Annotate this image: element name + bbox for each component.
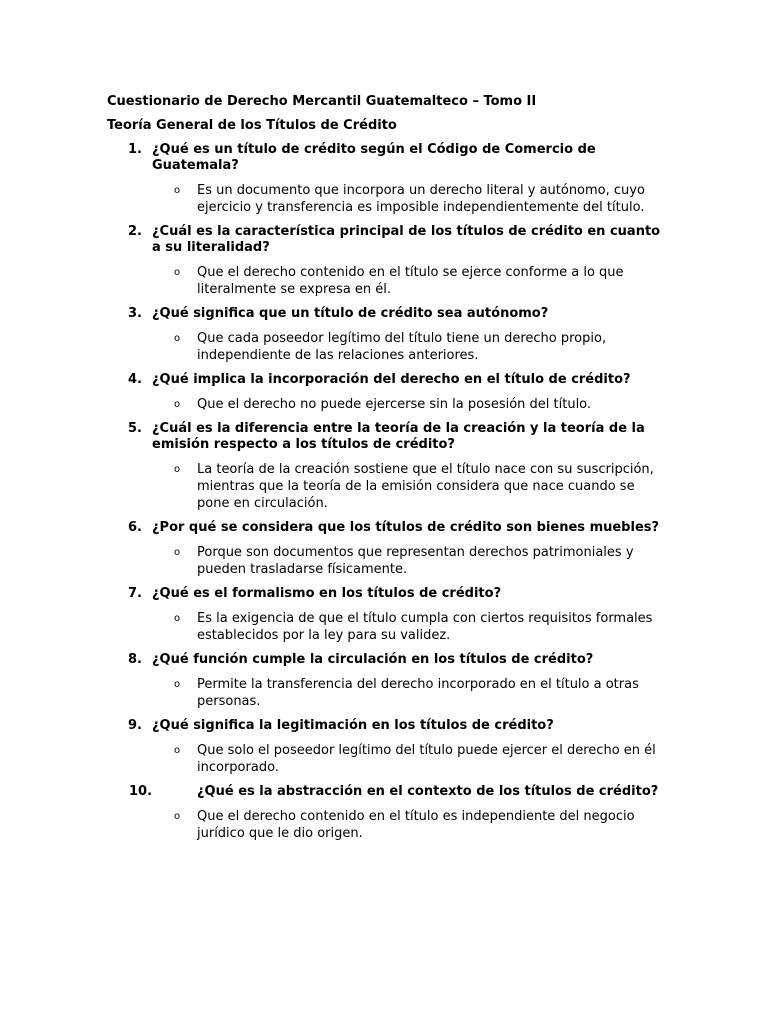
- question-text: 1. ¿Qué es un título de crédito según el Código de Comercio de Guatemala?: [128, 142, 596, 173]
- list-item: [107, 784, 664, 842]
- question-text: 7. ¿Qué es el formalismo en los títulos de crédito?: [128, 586, 502, 601]
- answer-text: o Que cada poseedor legítimo del título tiene un derecho propio, independiente de las relaciones anteriores.: [174, 331, 607, 363]
- question-text: 6. ¿Por qué se considera que los títulos de crédito son bienes muebles?: [128, 520, 660, 535]
- question-number: 2.: [128, 224, 142, 239]
- question-number: 5.: [128, 421, 142, 436]
- list-item: [107, 306, 664, 364]
- question-text: 8. ¿Qué función cumple la circulación en los títulos de crédito?: [128, 652, 594, 667]
- question-number: 1.: [128, 142, 142, 157]
- question-number: 3.: [128, 306, 142, 321]
- list-item: [107, 372, 664, 413]
- answer-text: o Porque son documentos que representan derechos patrimoniales y pueden trasladarse físicamente.: [174, 545, 634, 577]
- bullet-icon: o: [174, 745, 181, 756]
- bullet-icon: o: [174, 185, 181, 196]
- question-number: 10.: [129, 784, 153, 799]
- section-title: Teoría General de los Títulos de Crédito: [107, 118, 397, 133]
- bullet-icon: o: [174, 613, 181, 624]
- list-item: [107, 142, 664, 216]
- bullet-icon: o: [174, 679, 181, 690]
- document-title: Cuestionario de Derecho Mercantil Guatemalteco – Tomo II: [107, 94, 537, 109]
- question-number: 6.: [128, 520, 142, 535]
- question-number: 8.: [128, 652, 142, 667]
- question-number: 9.: [128, 718, 142, 733]
- answer-text: o La teoría de la creación sostiene que el título nace con su suscripción, mientras que la teoría de la emisión considera que nace cuando se pone en circulación.: [174, 462, 654, 511]
- list-item: [107, 586, 664, 644]
- list-item: [107, 224, 664, 298]
- list-item: [107, 718, 664, 776]
- question-text: 4. ¿Qué implica la incorporación del derecho en el título de crédito?: [128, 372, 631, 387]
- answer-text: o Permite la transferencia del derecho incorporado en el título a otras personas.: [174, 677, 639, 709]
- bullet-icon: o: [174, 811, 181, 822]
- list-item: [107, 421, 664, 512]
- answer-text: o Que el derecho no puede ejercerse sin la posesión del título.: [174, 397, 592, 412]
- question-list: [107, 142, 664, 842]
- question-number: 4.: [128, 372, 142, 387]
- bullet-icon: o: [174, 333, 181, 344]
- answer-text: o Es la exigencia de que el título cumpla con ciertos requisitos formales establecidos por la ley para su validez.: [174, 611, 653, 643]
- bullet-icon: o: [174, 267, 181, 278]
- answer-text: o Es un documento que incorpora un derecho literal y autónomo, cuyo ejercicio y transferencia es imposible independientemente del título.: [174, 183, 645, 215]
- question-text: 9. ¿Qué significa la legitimación en los títulos de crédito?: [128, 718, 554, 733]
- question-text: 10. ¿Qué es la abstracción en el contexto de los títulos de crédito?: [129, 784, 659, 799]
- list-item: [107, 520, 664, 578]
- bullet-icon: o: [174, 464, 181, 475]
- question-text: 3. ¿Qué significa que un título de crédito sea autónomo?: [128, 306, 549, 321]
- answer-text: o Que el derecho contenido en el título es independiente del negocio jurídico que le dio origen.: [174, 809, 635, 841]
- question-text: 5. ¿Cuál es la diferencia entre la teoría de la creación y la teoría de la emisión respecto a los títulos de crédito?: [128, 421, 645, 452]
- bullet-icon: o: [174, 547, 181, 558]
- question-number: 7.: [128, 586, 142, 601]
- question-text: 2. ¿Cuál es la característica principal de los títulos de crédito en cuanto a su literalidad?: [128, 224, 661, 255]
- answer-text: o Que solo el poseedor legítimo del título puede ejercer el derecho en él incorporado.: [174, 743, 656, 775]
- answer-text: o Que el derecho contenido en el título se ejerce conforme a lo que literalmente se expresa en él.: [174, 265, 624, 297]
- bullet-icon: o: [174, 399, 181, 410]
- list-item: [107, 652, 664, 710]
